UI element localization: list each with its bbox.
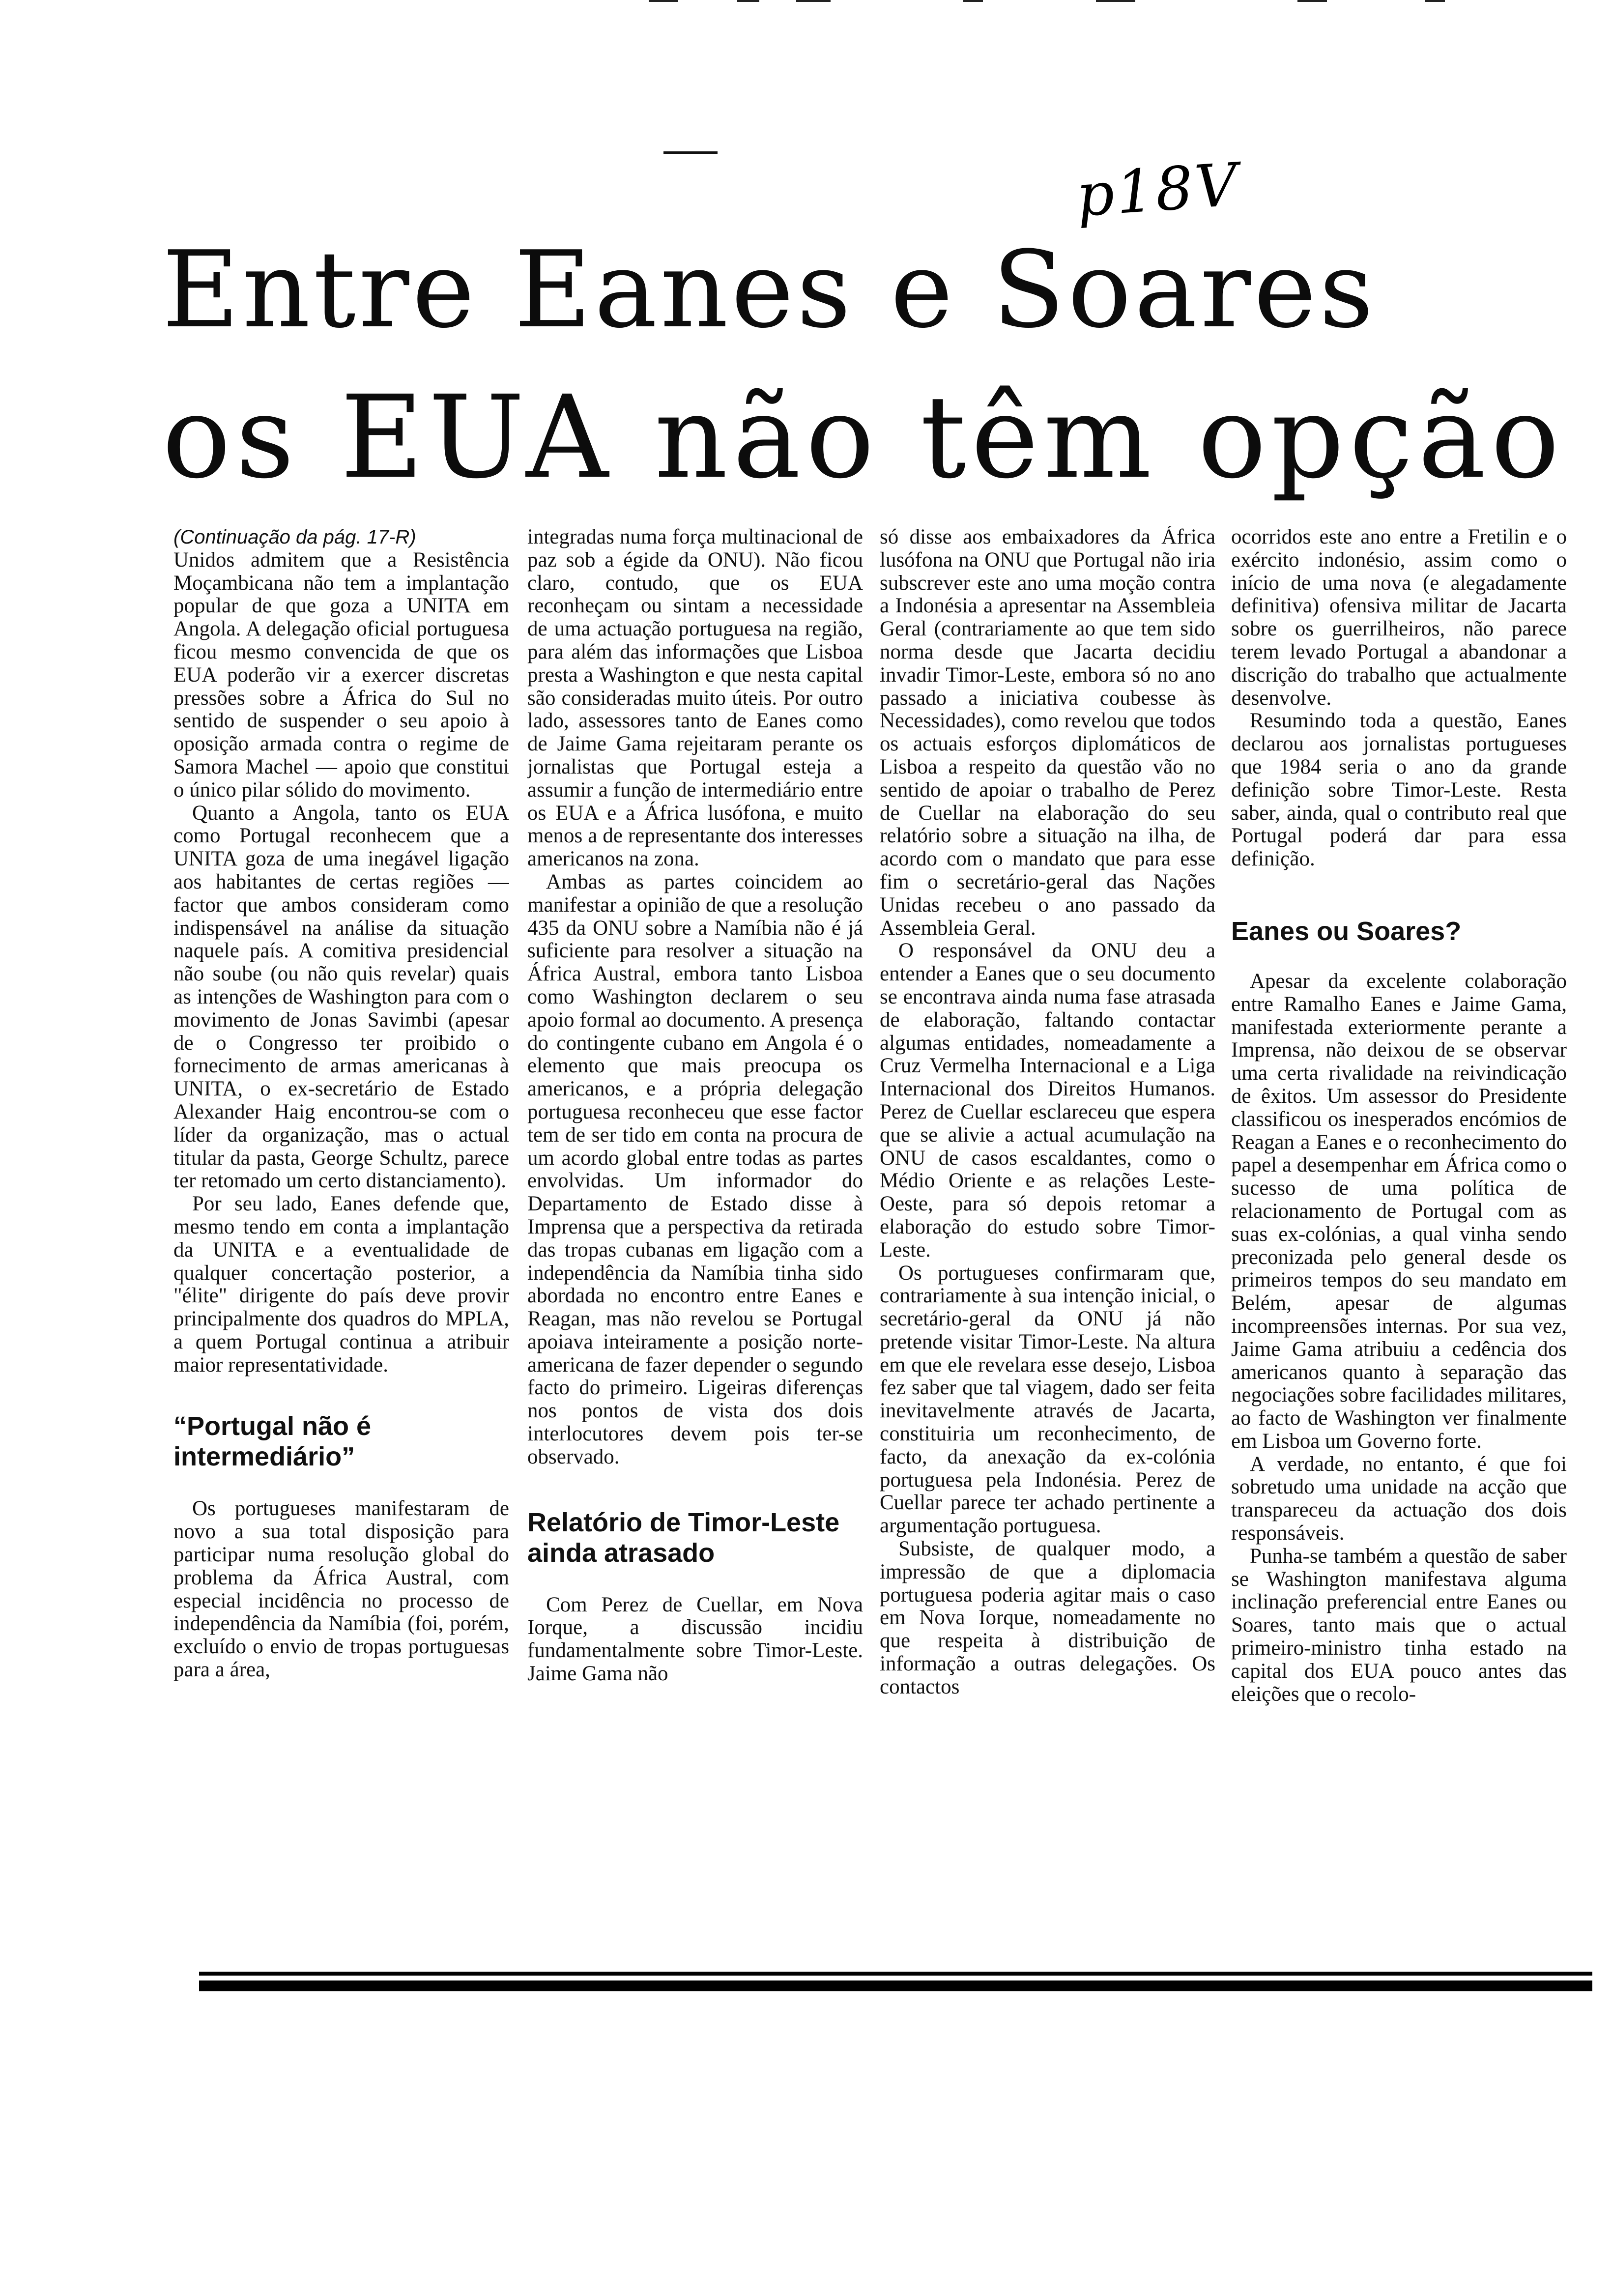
paragraph: Apesar da excelente colaboração entre Ramalho Eanes e Jaime Gama, manifestada exteriormente perante a Imprensa, não deixou de se observar uma certa rivalidade na reivindicação de êxitos. Um assessor do Presidente classificou os inesperados encómios de Reagan a Eanes e o reconhecimento do papel a desempenhar em África como o sucesso de uma política de relacionamento de Portugal com as suas ex-colónias, a qual vinha sendo preconizada pelo general desde os primeiros tempos do seu mandato em Belém, apesar de algumas incompreensões internas. Por sua vez, Jaime Gama atribuiu a cedência dos americanos quanto à separação das negociações sobre facilidades militares, ao facto de Washington ver finalmente em Lisboa um Governo forte. — [1231, 969, 1567, 1453]
scan-mark — [1297, 0, 1327, 2]
paragraph: Resumindo toda a questão, Eanes declarou aos jornalistas portugueses que 1984 seria o ano da grande definição sobre Timor-Leste. Resta saber, ainda, qual o contributo real que Portugal poderá dar para essa definição. — [1231, 709, 1567, 871]
paragraph: Ambas as partes coincidem ao manifestar a opinião de que a resolução 435 da ONU sobre a Namíbia não é já suficiente para resolver a situação na África Austral, embora tanto Lisboa como Washington declarem o seu apoio formal ao documento. A presença do contingente cubano em Angola é o elemento que mais preocupa os americanos, e a própria delegação portuguesa reconheceu que esse factor tem de ser tido em conta na procura de um acordo global entre todas as partes envolvidas. Um informador do Departamento de Estado disse à Imprensa que a perspectiva da retirada das tropas cubanas em ligação com a independência da Namíbia tinha sido abordada no encontro entre Eanes e Reagan, mas não revelou se Portugal apoiava inteiramente a posição norte-americana de fazer depender o segundo facto do primeiro. Ligeiras diferenças nos pontos de vista dos dois interlocutores devem pois ter-se observado. — [527, 870, 863, 1468]
paragraph: Quanto a Angola, tanto os EUA como Portugal reconhecem que a UNITA goza de uma inegável ligação aos habitantes de certas regiões — factor que ambos consideram como indispensável na análise da situação naquele país. A comitiva presidencial não soube (ou não quis revelar) quais as intenções de Washington para com o movimento de Jonas Savimbi (apesar de o Congresso ter proibido o fornecimento de armas americanas à UNITA, o ex-secretário de Estado Alexander Haig encontrou-se com o líder da organização, mas o actual titular da pasta, George Schultz, parece ter retomado um certo distanciamento). — [173, 801, 509, 1193]
subheading-portugal: “Portugal não é intermediário” — [173, 1411, 372, 1472]
paragraph: Os portugueses confirmaram que, contrariamente à sua intenção inicial, o secretário-geral da ONU já não pretende visitar Timor-Leste. Na altura em que ele revelara esse desejo, Lisboa fez saber que tal viagem, dado ser feita inevitavelmente através de Jacarta, constituiria um reconhecimento, de facto, da anexação da ex-colónia portuguesa pela Indonésia. Perez de Cuellar parece ter achado pertinente a argumentação portuguesa. — [880, 1261, 1215, 1538]
paragraph: integradas numa força multinacional de paz sob a égide da ONU). Não ficou claro, contudo, que os EUA reconheçam ou sintam a necessidade de uma actuação portuguesa na região, para além das informações que Lisboa presta a Washington e que nesta capital são consideradas muito úteis. Por outro lado, assessores tanto de Eanes como de Jaime Gama rejeitaram perante os jornalistas que Portugal esteja a assumir a função de intermediário entre os EUA e a África lusófona, e muito menos a de representante dos interesses americanos na zona. — [527, 526, 863, 871]
scan-mark — [649, 0, 678, 2]
scan-mark — [963, 0, 983, 2]
article-column-1 — [173, 526, 509, 2000]
subheading-relatorio: Relatório de Timor-Leste ainda atrasado — [527, 1507, 840, 1568]
scan-mark — [737, 0, 759, 2]
article-column-2 — [527, 526, 863, 2000]
paragraph: Com Perez de Cuellar, em Nova Iorque, a discussão incidiu fundamentalmente sobre Timor-Leste. Jaime Gama não — [527, 1593, 863, 1686]
headline-line-1: Entre Eanes e Soares — [162, 228, 1377, 351]
scan-mark — [1096, 0, 1135, 2]
paragraph: Por seu lado, Eanes defende que, mesmo tendo em conta a implantação da UNITA e a eventualidade de qualquer concertação posterior, a "élite" dirigente do país deve provir principalmente dos quadros do MPLA, a quem Portugal continua a atribuir maior representatividade. — [173, 1192, 509, 1377]
scan-mark — [1425, 0, 1445, 2]
paragraph: só disse aos embaixadores da África lusófona na ONU que Portugal não iria subscrever este ano uma moção contra a Indonésia a apresentar na Assembleia Geral (contrariamente ao que tem sido norma desde que Jacarta decidiu invadir Timor-Leste, embora só no ano passado a iniciativa coubesse às Necessidades), como revelou que todos os actuais esforços diplomáticos de Lisboa a respeito da questão vão no sentido de apoiar o trabalho de Perez de Cuellar na elaboração do seu relatório sobre a situação na ilha, de acordo com o mandato que para esse fim o secretário-geral das Nações Unidas recebeu o ano passado da Assembleia Geral. — [880, 526, 1215, 940]
paragraph: Punha-se também a questão de saber se Washington manifestava alguma inclinação preferencial entre Eanes ou Soares, tanto mais que o actual primeiro-ministro tinha estado na capital dos EUA pouco antes das eleições que o recolo- — [1231, 1544, 1567, 1706]
continuation-note: (Continuação da pág. 17-R) — [173, 526, 416, 548]
bottom-rule-thin — [199, 1972, 1592, 1976]
article-column-3 — [880, 526, 1215, 2000]
paragraph: Subsiste, de qualquer modo, a impressão de que a diplomacia portuguesa poderia agitar mais o caso em Nova Iorque, nomeadamente no que respeita à distribuição de informação a outras delegações. Os contactos — [880, 1537, 1215, 1698]
scan-mark — [796, 0, 831, 2]
bottom-rule-thick — [199, 1980, 1592, 1991]
paragraph: O responsável da ONU deu a entender a Eanes que o seu documento se encontrava ainda numa fase atrasada de elaboração, faltando contactar algumas entidades, nomeadamente a Cruz Vermelha Internacional e a Liga Internacional dos Direitos Humanos. Perez de Cuellar esclareceu que espera que se alivie a actual acumulação na ONU de casos escaldantes, como o Médio Oriente e as relações Leste-Oeste, para só depois retomar a elaboração do estudo sobre Timor-Leste. — [880, 939, 1215, 1262]
paragraph: Unidos admitem que a Resistência Moçambicana não tem a implantação popular de que goza a UNITA em Angola. A delegação oficial portuguesa ficou mesmo convencida de que os EUA poderão vir a exercer discretas pressões sobre a África do Sul no sentido de suspender o seu apoio à oposição armada contra o regime de Samora Machel — apoio que constitui o único pilar sólido do movimento. — [173, 548, 509, 802]
article-column-4 — [1231, 526, 1567, 2000]
handwritten-note: p18V — [1074, 150, 1242, 230]
subheading-eanes-ou-soares: Eanes ou Soares? — [1231, 916, 1462, 946]
paragraph: ocorridos este ano entre a Fretilin e o exército indonésio, assim como o início de uma nova (e alegadamente definitiva) ofensiva militar de Jacarta sobre os guerrilheiros, não parece terem levado Portugal a abandonar a discrição do trabalho que actualmente desenvolve. — [1231, 526, 1567, 710]
headline-line-2: os EUA não têm opção — [162, 371, 1565, 504]
paragraph: Os portugueses manifestaram de novo a sua total disposição para participar numa resolução global do problema da África Austral, com especial incidência no processo de independência da Namíbia (foi, porém, excluído o envio de tropas portuguesas para a área, — [173, 1497, 509, 1682]
top-rule — [663, 151, 718, 154]
paragraph: A verdade, no entanto, é que foi sobretudo uma unidade na acção que transpareceu da actuação dos dois responsáveis. — [1231, 1452, 1567, 1545]
